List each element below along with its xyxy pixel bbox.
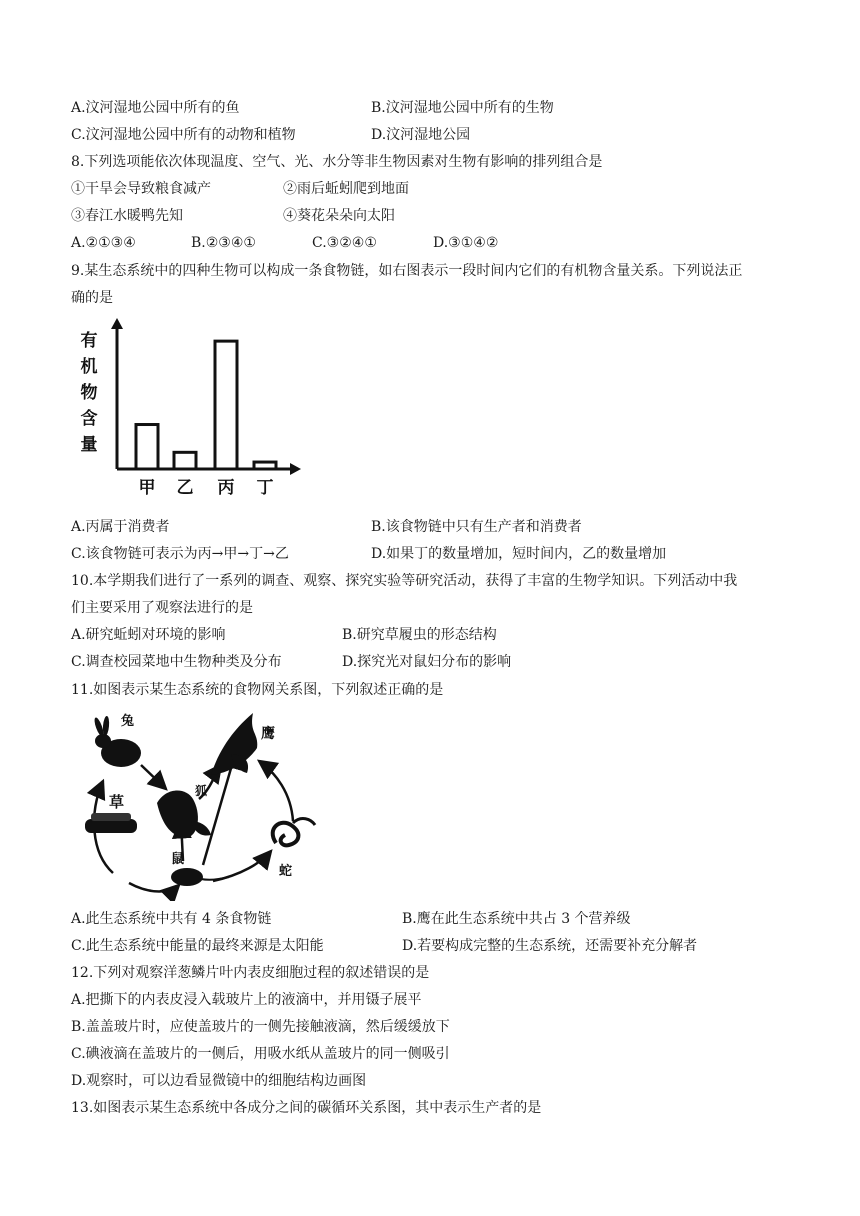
bar-3 [215, 341, 237, 469]
q8-item-3: ③春江水暖鸭先知 [71, 208, 183, 224]
q11-option-b: B.鹰在此生态系统中共占 3 个营养级 [402, 911, 631, 927]
bar-2 [174, 452, 196, 469]
x-tick-label-3: 丙 [217, 478, 235, 498]
q9-option-b: B.该食物链中只有生产者和消费者 [371, 519, 582, 535]
label-rabbit: 兔 [121, 714, 135, 729]
y-axis-label [81, 330, 98, 455]
q7-option-d: D.汶河湿地公园 [371, 127, 471, 143]
q8-item-1: ①干旱会导致粮食减产 [71, 181, 211, 197]
bar-4 [254, 462, 276, 469]
label-eagle: 鹰 [261, 726, 275, 742]
y-axis-label-char: 含 [80, 409, 98, 429]
q7-option-b: B.汶河湿地公园中所有的生物 [371, 100, 554, 116]
q12-option-b: B.盖盖玻片时，应使盖玻片的一侧先接触液滴，然后缓缓放下 [71, 1019, 450, 1035]
q9-stem-line2: 确的是 [71, 290, 113, 306]
y-axis-arrow [111, 318, 123, 329]
food-web-svg [71, 703, 331, 901]
x-tick-label-1: 甲 [138, 478, 156, 498]
bar-1 [136, 425, 158, 469]
q9-option-a: A.丙属于消费者 [71, 519, 170, 535]
q10-option-c: C.调查校园菜地中生物种类及分布 [71, 654, 282, 670]
q12-option-a: A.把撕下的内表皮浸入载玻片上的液滴中，并用镊子展平 [71, 992, 422, 1008]
q12-option-d: D.观察时，可以边看显微镜中的细胞结构边画图 [71, 1073, 367, 1089]
food-web-diagram [71, 703, 331, 901]
label-grass: 草 [109, 793, 125, 811]
q9-option-d: D.如果丁的数量增加，短时间内，乙的数量增加 [371, 546, 667, 562]
arrow-grass-to-mouse [129, 883, 179, 892]
q7-option-c: C.汶河湿地公园中所有的动物和植物 [71, 127, 296, 143]
bar-chart-svg [71, 318, 311, 503]
label-mouse: 鼠 [171, 852, 185, 867]
q8-option-c: C.③②④① [312, 235, 377, 251]
x-axis-arrow [290, 463, 301, 475]
arrow-rabbit-to-fox [141, 765, 166, 789]
q11-option-d: D.若要构成完整的生态系统，还需要补充分解者 [402, 938, 698, 954]
q12-option-c: C.碘液滴在盖玻片的一侧后，用吸水纸从盖玻片的同一侧吸引 [71, 1046, 450, 1062]
y-axis-label-char: 物 [80, 383, 98, 403]
q10-stem-line2: 们主要采用了观察法进行的是 [71, 600, 253, 616]
grass-icon [85, 813, 137, 833]
q7-option-a: A.汶河湿地公园中所有的鱼 [71, 100, 240, 116]
organic-content-chart [71, 318, 311, 503]
q10-option-d: D.探究光对鼠妇分布的影响 [342, 654, 512, 670]
q8-item-4: ④葵花朵朵向太阳 [283, 208, 395, 224]
eagle-icon [211, 713, 257, 775]
q8-option-b: B.②③④① [191, 235, 256, 251]
label-snake: 蛇 [279, 864, 293, 879]
q8-option-a: A.②①③④ [71, 235, 136, 251]
x-tick-labels [139, 478, 274, 498]
x-tick-label-4: 丁 [256, 478, 274, 498]
x-tick-label-2: 乙 [176, 478, 194, 498]
mouse-icon [171, 868, 229, 886]
arrow-snake-to-eagle [259, 761, 293, 821]
q10-option-a: A.研究蚯蚓对环境的影响 [71, 627, 226, 643]
y-axis-label-char: 有 [80, 331, 98, 351]
q11-stem: 11.如图表示某生态系统的食物网关系图，下列叙述正确的是 [71, 682, 444, 698]
q10-stem-line1: 10.本学期我们进行了一系列的调查、观察、探究实验等研究活动，获得了丰富的生物学知识。下列活动中我 [71, 573, 738, 589]
q9-stem-line1: 9.某生态系统中的四种生物可以构成一条食物链，如右图表示一段时间内它们的有机物含量关系。下列说法正 [71, 263, 743, 279]
q8-item-2: ②雨后蚯蚓爬到地面 [283, 181, 409, 197]
q10-option-b: B.研究草履虫的形态结构 [342, 627, 497, 643]
q8-stem: 8.下列选项能依次体现温度、空气、光、水分等非生物因素对生物有影响的排列组合是 [71, 154, 603, 170]
q9-option-c: C.该食物链可表示为丙→甲→丁→乙 [71, 546, 289, 562]
q11-option-c: C.此生态系统中能量的最终来源是太阳能 [71, 938, 324, 954]
q8-option-d: D.③①④② [433, 235, 499, 251]
y-axis-label-char: 机 [80, 357, 98, 377]
label-fox: 狐 [195, 784, 208, 798]
q13-stem: 13.如图表示某生态系统中各成分之间的碳循环关系图，其中表示生产者的是 [71, 1100, 542, 1116]
y-axis-label-char: 量 [80, 435, 98, 455]
bars [136, 341, 276, 469]
q11-option-a: A.此生态系统中共有 4 条食物链 [71, 911, 272, 927]
arrow-mouse-to-snake [213, 851, 271, 881]
q12-stem: 12.下列对观察洋葱鳞片叶内表皮细胞过程的叙述错误的是 [71, 965, 430, 981]
snake-icon [273, 819, 315, 846]
